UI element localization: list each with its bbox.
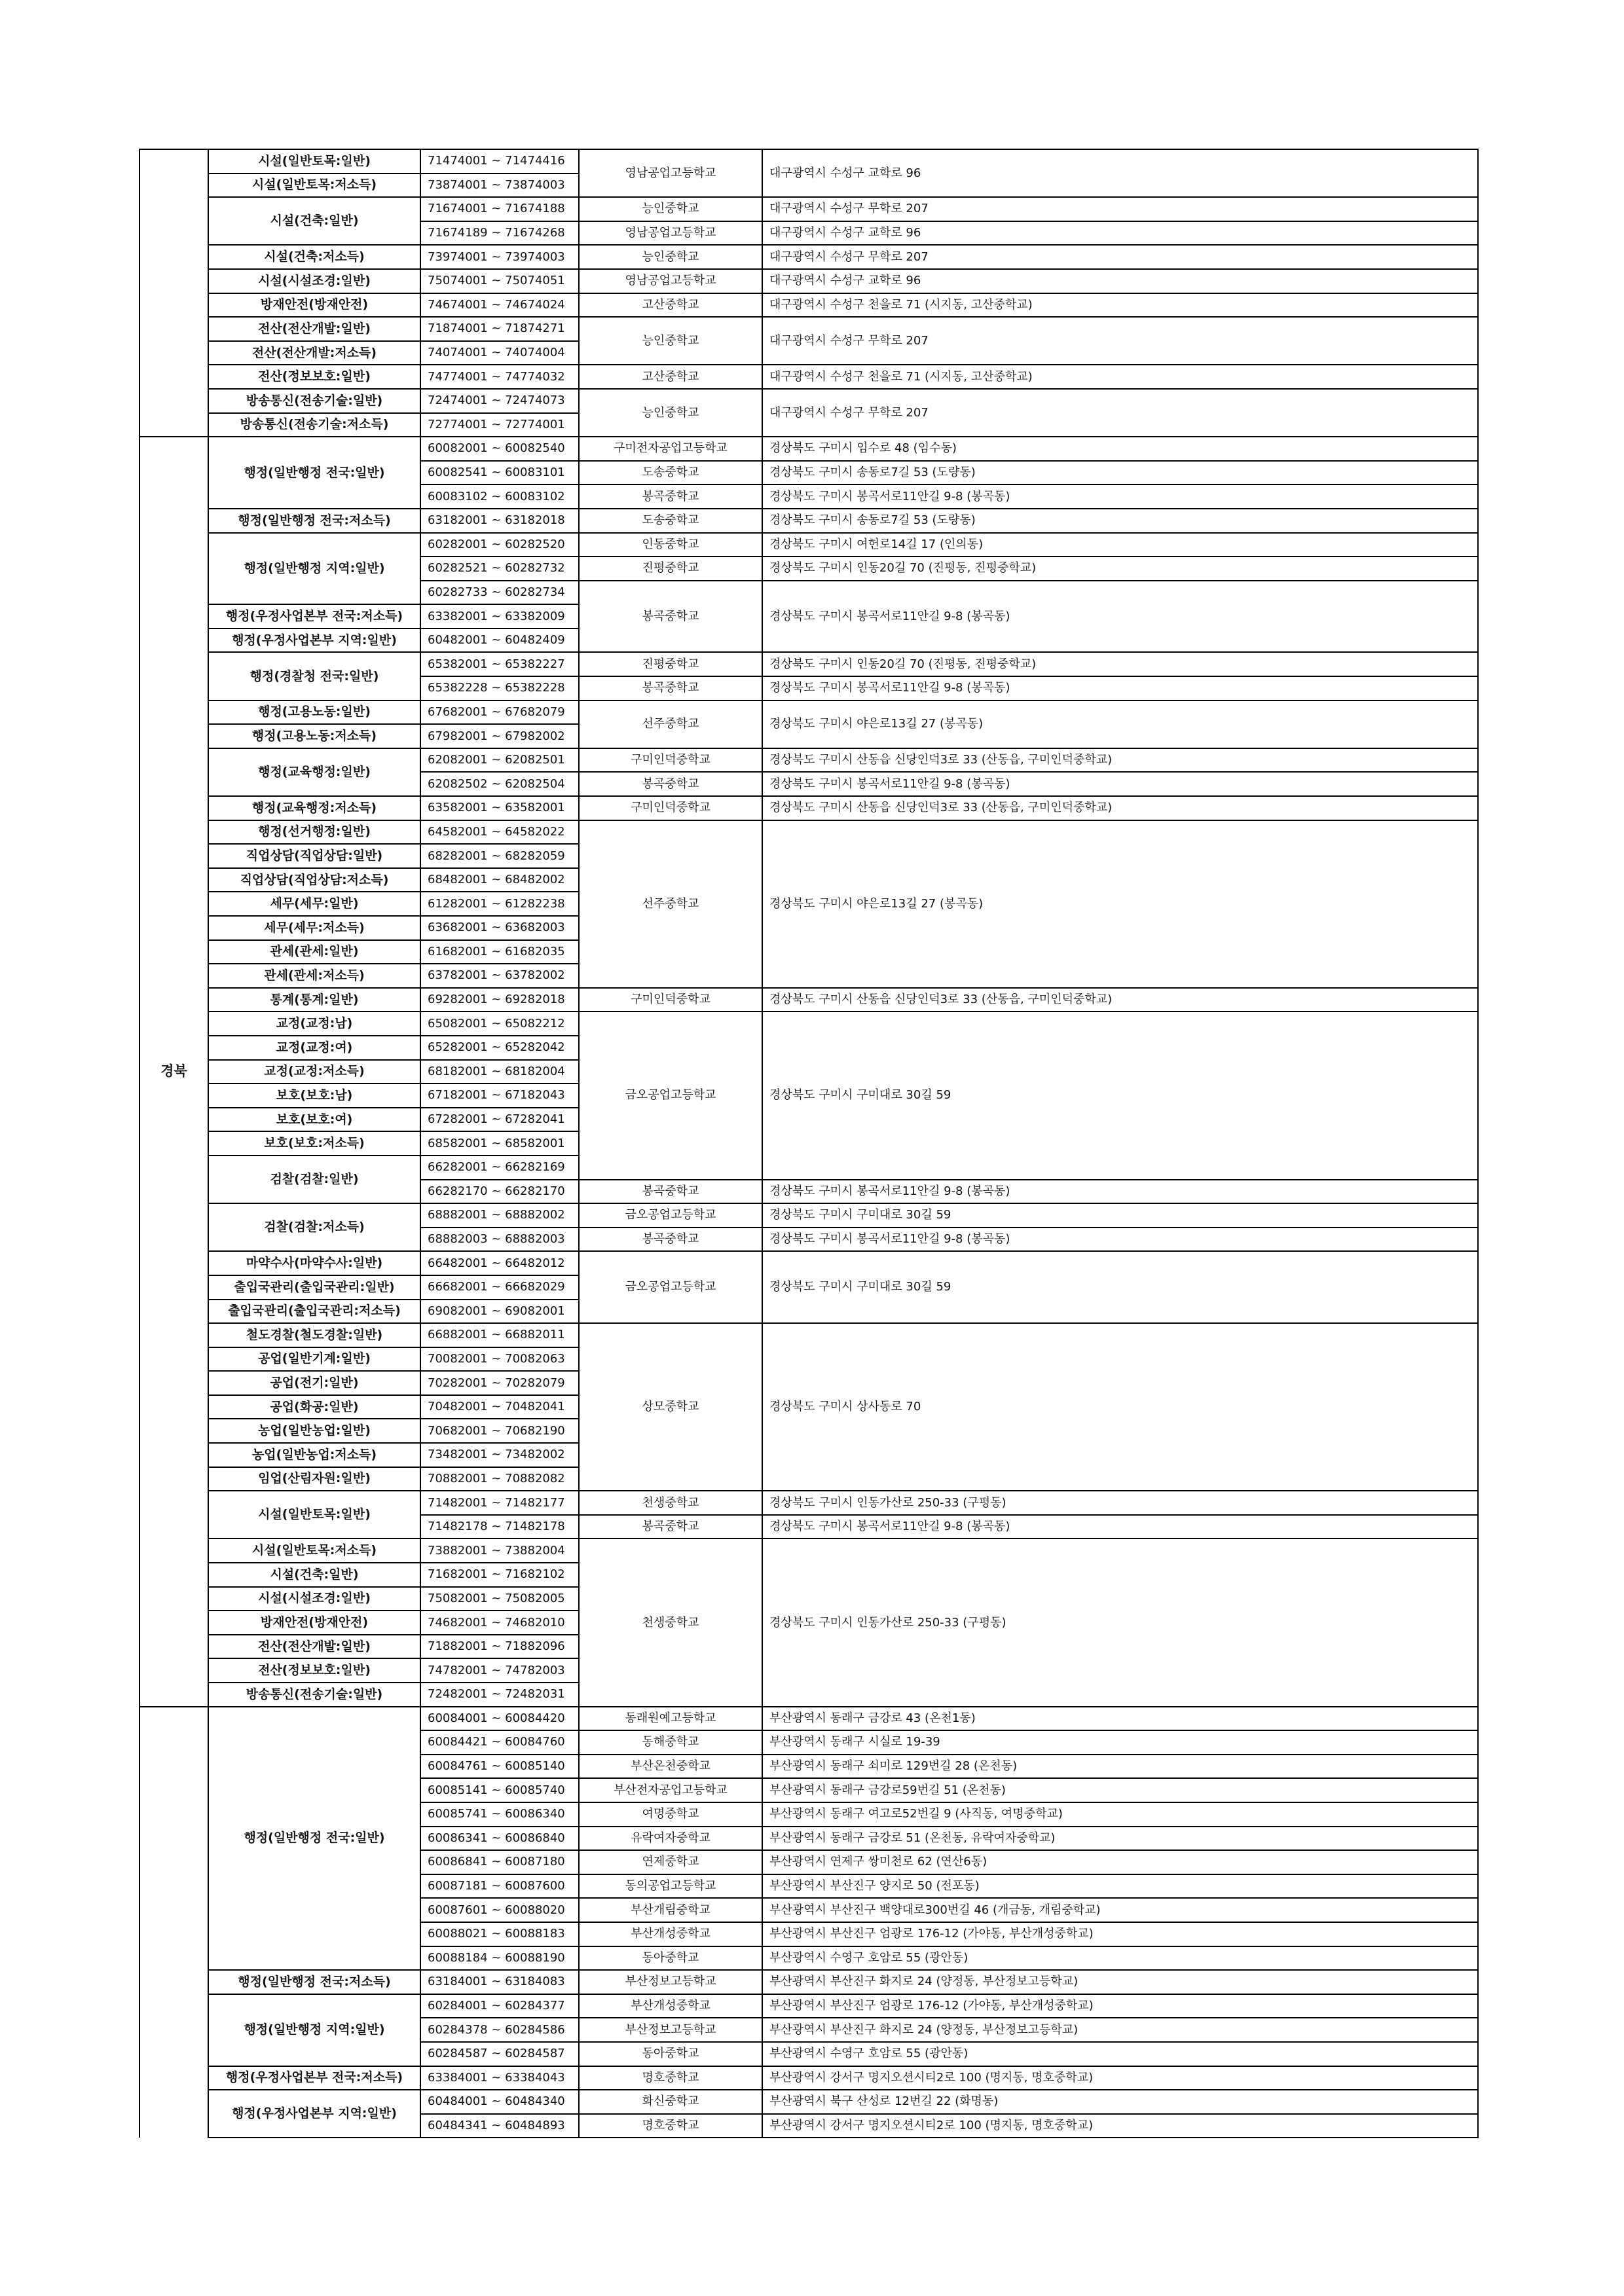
table-row <box>139 197 1478 221</box>
number-range-cell: 68582001 ~ 68582001 <box>420 1131 579 1156</box>
table-row <box>139 1491 1478 1515</box>
school-cell: 봉곡중학교 <box>579 1228 762 1252</box>
category-cell: 행정(선거행정:일반) <box>208 820 420 845</box>
address-cell: 부산광역시 북구 산성로 12번길 22 (화명동) <box>762 2090 1478 2114</box>
number-range-cell: 60086841 ~ 60087180 <box>420 1850 579 1874</box>
school-cell: 고산중학교 <box>579 293 762 318</box>
region-cell <box>139 1707 208 2138</box>
category-cell: 보호(보호:저소득) <box>208 1131 420 1156</box>
number-range-cell: 74782001 ~ 74782003 <box>420 1658 579 1683</box>
number-range-cell: 60282521 ~ 60282732 <box>420 556 579 581</box>
table-row <box>139 1011 1478 1036</box>
table-row <box>139 533 1478 557</box>
table-row <box>139 796 1478 820</box>
number-range-cell: 61682001 ~ 61682035 <box>420 940 579 964</box>
number-range-cell: 60084001 ~ 60084420 <box>420 1707 579 1731</box>
address-cell: 대구광역시 수성구 무학로 207 <box>762 389 1478 437</box>
school-cell: 영남공업고등학교 <box>579 269 762 293</box>
number-range-cell: 65282001 ~ 65282042 <box>420 1036 579 1060</box>
school-cell: 구미인덕중학교 <box>579 988 762 1012</box>
school-cell: 부산온천중학교 <box>579 1755 762 1779</box>
school-cell: 도송중학교 <box>579 461 762 485</box>
category-cell: 시설(시설조경:일반) <box>208 269 420 293</box>
category-cell: 방재안전(방재안전) <box>208 1611 420 1635</box>
category-cell: 공업(일반기계:일반) <box>208 1347 420 1372</box>
address-cell: 경상북도 구미시 인동20길 70 (진평동, 진평중학교) <box>762 652 1478 676</box>
number-range-cell: 70282001 ~ 70282079 <box>420 1371 579 1395</box>
school-cell: 부산전자공업고등학교 <box>579 1778 762 1802</box>
number-range-cell: 60082541 ~ 60083101 <box>420 461 579 485</box>
table-row <box>139 437 1478 461</box>
category-cell: 공업(화공:일반) <box>208 1395 420 1419</box>
number-range-cell: 63182001 ~ 63182018 <box>420 509 579 533</box>
school-cell: 명호중학교 <box>579 2066 762 2090</box>
category-cell: 전산(전산개발:일반) <box>208 1635 420 1659</box>
number-range-cell: 60084421 ~ 60084760 <box>420 1730 579 1755</box>
number-range-cell: 66282170 ~ 66282170 <box>420 1180 579 1204</box>
category-cell: 시설(일반토목:저소득) <box>208 173 420 198</box>
school-cell: 연제중학교 <box>579 1850 762 1874</box>
number-range-cell: 67682001 ~ 67682079 <box>420 701 579 725</box>
number-range-cell: 62082001 ~ 62082501 <box>420 748 579 773</box>
address-cell: 경상북도 구미시 봉곡서로11안길 9-8 (봉곡동) <box>762 581 1478 653</box>
table-row <box>139 509 1478 533</box>
category-cell: 방송통신(전송기술:일반) <box>208 389 420 413</box>
table-row <box>139 1707 1478 1731</box>
school-cell: 유락여자중학교 <box>579 1827 762 1851</box>
school-cell: 선주중학교 <box>579 820 762 988</box>
number-range-cell: 60087601 ~ 60088020 <box>420 1898 579 1922</box>
table-row <box>139 1251 1478 1275</box>
number-range-cell: 68482001 ~ 68482002 <box>420 868 579 892</box>
number-range-cell: 60482001 ~ 60482409 <box>420 629 579 653</box>
address-cell: 부산광역시 부산진구 양지로 50 (전포동) <box>762 1874 1478 1899</box>
table-row <box>139 1970 1478 1994</box>
number-range-cell: 60084761 ~ 60085140 <box>420 1755 579 1779</box>
category-cell: 시설(일반토목:저소득) <box>208 1539 420 1563</box>
category-cell: 검찰(검찰:저소득) <box>208 1203 420 1251</box>
category-cell: 행정(일반행정 전국:일반) <box>208 437 420 509</box>
table-row <box>139 317 1478 341</box>
table-row <box>139 365 1478 389</box>
school-cell: 명호중학교 <box>579 2114 762 2138</box>
category-cell: 행정(일반행정 지역:일반) <box>208 1994 420 2066</box>
number-range-cell: 65082001 ~ 65082212 <box>420 1011 579 1036</box>
table-row <box>139 988 1478 1012</box>
school-cell: 영남공업고등학교 <box>579 221 762 246</box>
school-cell: 인동중학교 <box>579 533 762 557</box>
address-cell: 경상북도 구미시 구미대로 30길 59 <box>762 1011 1478 1179</box>
table-row <box>139 748 1478 773</box>
address-cell: 부산광역시 부산진구 엄광로 176-12 (가야동, 부산개성중학교) <box>762 1994 1478 2018</box>
school-cell: 부산개성중학교 <box>579 1922 762 1946</box>
table-row <box>139 389 1478 413</box>
table-row <box>139 1539 1478 1563</box>
category-cell: 시설(건축:저소득) <box>208 245 420 269</box>
address-cell: 부산광역시 동래구 금강로 51 (온천동, 유락여자중학교) <box>762 1827 1478 1851</box>
address-cell: 부산광역시 동래구 쇠미로 129번길 28 (온천동) <box>762 1755 1478 1779</box>
address-cell: 부산광역시 강서구 명지오션시티2로 100 (명지동, 명호중학교) <box>762 2114 1478 2138</box>
address-cell: 부산광역시 부산진구 백양대로300번길 46 (개금동, 개림중학교) <box>762 1898 1478 1922</box>
category-cell: 행정(우정사업본부 전국:저소득) <box>208 2066 420 2090</box>
category-cell: 시설(시설조경:일반) <box>208 1587 420 1611</box>
number-range-cell: 63184001 ~ 63184083 <box>420 1970 579 1994</box>
school-cell: 봉곡중학교 <box>579 676 762 701</box>
school-cell: 봉곡중학교 <box>579 1515 762 1539</box>
category-cell: 공업(전기:일반) <box>208 1371 420 1395</box>
category-cell: 행정(일반행정 전국:일반) <box>208 1707 420 1971</box>
school-cell: 고산중학교 <box>579 365 762 389</box>
category-cell: 관세(관세:일반) <box>208 940 420 964</box>
address-cell: 경상북도 구미시 봉곡서로11안길 9-8 (봉곡동) <box>762 772 1478 796</box>
number-range-cell: 72774001 ~ 72774001 <box>420 413 579 437</box>
school-cell: 상모중학교 <box>579 1323 762 1491</box>
number-range-cell: 73882001 ~ 73882004 <box>420 1539 579 1563</box>
address-cell: 부산광역시 동래구 금강로 43 (온천1동) <box>762 1707 1478 1731</box>
table-row <box>139 269 1478 293</box>
school-cell: 봉곡중학교 <box>579 581 762 653</box>
address-cell: 경상북도 구미시 봉곡서로11안길 9-8 (봉곡동) <box>762 676 1478 701</box>
school-cell: 동래원예고등학교 <box>579 1707 762 1731</box>
number-range-cell: 69282001 ~ 69282018 <box>420 988 579 1012</box>
address-cell: 경상북도 구미시 구미대로 30길 59 <box>762 1203 1478 1228</box>
school-cell: 구미인덕중학교 <box>579 796 762 820</box>
category-cell: 방송통신(전송기술:저소득) <box>208 413 420 437</box>
number-range-cell: 71882001 ~ 71882096 <box>420 1635 579 1659</box>
number-range-cell: 60086341 ~ 60086840 <box>420 1827 579 1851</box>
school-cell: 여명중학교 <box>579 1802 762 1827</box>
address-cell: 경상북도 구미시 봉곡서로11안길 9-8 (봉곡동) <box>762 484 1478 509</box>
address-cell: 대구광역시 수성구 천을로 71 (시지동, 고산중학교) <box>762 293 1478 318</box>
school-cell: 능인중학교 <box>579 317 762 365</box>
address-cell: 대구광역시 수성구 무학로 207 <box>762 197 1478 221</box>
number-range-cell: 63384001 ~ 63384043 <box>420 2066 579 2090</box>
category-cell: 교정(교정:남) <box>208 1011 420 1036</box>
school-cell: 동아중학교 <box>579 1946 762 1971</box>
number-range-cell: 74774001 ~ 74774032 <box>420 365 579 389</box>
school-cell: 봉곡중학교 <box>579 772 762 796</box>
category-cell: 관세(관세:저소득) <box>208 964 420 988</box>
category-cell: 교정(교정:저소득) <box>208 1060 420 1084</box>
number-range-cell: 61282001 ~ 61282238 <box>420 892 579 916</box>
address-cell: 경상북도 구미시 봉곡서로11안길 9-8 (봉곡동) <box>762 1228 1478 1252</box>
table-row <box>139 1203 1478 1228</box>
number-range-cell: 63582001 ~ 63582001 <box>420 796 579 820</box>
number-range-cell: 67182001 ~ 67182043 <box>420 1084 579 1108</box>
category-cell: 출입국관리(출입국관리:일반) <box>208 1275 420 1300</box>
category-cell: 농업(일반농업:일반) <box>208 1419 420 1443</box>
category-cell: 행정(고용노동:일반) <box>208 701 420 725</box>
number-range-cell: 70482001 ~ 70482041 <box>420 1395 579 1419</box>
school-cell: 영남공업고등학교 <box>579 149 762 197</box>
address-cell: 부산광역시 부산진구 화지로 24 (양정동, 부산정보고등학교) <box>762 1970 1478 1994</box>
school-cell: 선주중학교 <box>579 701 762 748</box>
category-cell: 행정(우정사업본부 전국:저소득) <box>208 604 420 629</box>
number-range-cell: 75082001 ~ 75082005 <box>420 1587 579 1611</box>
category-cell: 시설(일반토목:일반) <box>208 1491 420 1539</box>
school-cell: 부산정보고등학교 <box>579 2018 762 2042</box>
table-row <box>139 1994 1478 2018</box>
address-cell: 부산광역시 강서구 명지오션시티2로 100 (명지동, 명호중학교) <box>762 2066 1478 2090</box>
category-cell: 보호(보호:여) <box>208 1108 420 1132</box>
address-cell: 대구광역시 수성구 교학로 96 <box>762 149 1478 197</box>
address-cell: 부산광역시 수영구 호암로 55 (광안동) <box>762 2042 1478 2066</box>
school-cell: 금오공업고등학교 <box>579 1251 762 1323</box>
category-cell: 행정(우정사업본부 지역:일반) <box>208 2090 420 2138</box>
number-range-cell: 60087181 ~ 60087600 <box>420 1874 579 1899</box>
address-cell: 부산광역시 수영구 호암로 55 (광안동) <box>762 1946 1478 1971</box>
number-range-cell: 71482001 ~ 71482177 <box>420 1491 579 1515</box>
address-cell: 경상북도 구미시 산동읍 신당인덕3로 33 (산동읍, 구미인덕중학교) <box>762 748 1478 773</box>
number-range-cell: 72474001 ~ 72474073 <box>420 389 579 413</box>
address-cell: 경상북도 구미시 인동20길 70 (진평동, 진평중학교) <box>762 556 1478 581</box>
address-cell: 경상북도 구미시 구미대로 30길 59 <box>762 1251 1478 1323</box>
category-cell: 통계(통계:일반) <box>208 988 420 1012</box>
category-cell: 농업(일반농업:저소득) <box>208 1443 420 1467</box>
category-cell: 전산(정보보호:일반) <box>208 1658 420 1683</box>
number-range-cell: 67982001 ~ 67982002 <box>420 724 579 748</box>
school-cell: 도송중학교 <box>579 509 762 533</box>
category-cell: 직업상담(직업상담:일반) <box>208 844 420 868</box>
number-range-cell: 60085741 ~ 60086340 <box>420 1802 579 1827</box>
exam-room-table-body <box>139 149 1478 2138</box>
category-cell: 행정(교육행정:저소득) <box>208 796 420 820</box>
number-range-cell: 64582001 ~ 64582022 <box>420 820 579 845</box>
number-range-cell: 65382001 ~ 65382227 <box>420 652 579 676</box>
number-range-cell: 60284587 ~ 60284587 <box>420 2042 579 2066</box>
category-cell: 방송통신(전송기술:일반) <box>208 1683 420 1707</box>
number-range-cell: 60284378 ~ 60284586 <box>420 2018 579 2042</box>
number-range-cell: 66482001 ~ 66482012 <box>420 1251 579 1275</box>
category-cell: 마약수사(마약수사:일반) <box>208 1251 420 1275</box>
school-cell: 천생중학교 <box>579 1491 762 1515</box>
number-range-cell: 68182001 ~ 68182004 <box>420 1060 579 1084</box>
number-range-cell: 66882001 ~ 66882011 <box>420 1323 579 1347</box>
address-cell: 부산광역시 부산진구 엄광로 176-12 (가야동, 부산개성중학교) <box>762 1922 1478 1946</box>
number-range-cell: 63682001 ~ 63682003 <box>420 916 579 940</box>
address-cell: 대구광역시 수성구 무학로 207 <box>762 317 1478 365</box>
number-range-cell: 60282001 ~ 60282520 <box>420 533 579 557</box>
school-cell: 진평중학교 <box>579 556 762 581</box>
school-cell: 구미전자공업고등학교 <box>579 437 762 461</box>
school-cell: 동의공업고등학교 <box>579 1874 762 1899</box>
category-cell: 행정(경찰청 전국:일반) <box>208 652 420 700</box>
address-cell: 부산광역시 연제구 쌍미천로 62 (연산6동) <box>762 1850 1478 1874</box>
address-cell: 경상북도 구미시 송동로7길 53 (도량동) <box>762 509 1478 533</box>
category-cell: 행정(교육행정:일반) <box>208 748 420 796</box>
category-cell: 행정(우정사업본부 지역:일반) <box>208 629 420 653</box>
table-row <box>139 149 1478 173</box>
number-range-cell: 71674189 ~ 71674268 <box>420 221 579 246</box>
school-cell: 천생중학교 <box>579 1539 762 1706</box>
category-cell: 방재안전(방재안전) <box>208 293 420 318</box>
table-row <box>139 820 1478 845</box>
category-cell: 행정(일반행정 지역:일반) <box>208 533 420 605</box>
number-range-cell: 72482001 ~ 72482031 <box>420 1683 579 1707</box>
address-cell: 경상북도 구미시 여헌로14길 17 (인의동) <box>762 533 1478 557</box>
number-range-cell: 60484001 ~ 60484340 <box>420 2090 579 2114</box>
address-cell: 경상북도 구미시 봉곡서로11안길 9-8 (봉곡동) <box>762 1180 1478 1204</box>
category-cell: 직업상담(직업상담:저소득) <box>208 868 420 892</box>
number-range-cell: 60085141 ~ 60085740 <box>420 1778 579 1802</box>
address-cell: 경상북도 구미시 봉곡서로11안길 9-8 (봉곡동) <box>762 1515 1478 1539</box>
category-cell: 행정(일반행정 전국:저소득) <box>208 1970 420 1994</box>
table-row <box>139 652 1478 676</box>
school-cell: 봉곡중학교 <box>579 1180 762 1204</box>
address-cell: 경상북도 구미시 야은로13길 27 (봉곡동) <box>762 820 1478 988</box>
number-range-cell: 67282001 ~ 67282041 <box>420 1108 579 1132</box>
number-range-cell: 73974001 ~ 73974003 <box>420 245 579 269</box>
number-range-cell: 63382001 ~ 63382009 <box>420 604 579 629</box>
address-cell: 대구광역시 수성구 무학로 207 <box>762 245 1478 269</box>
school-cell: 부산정보고등학교 <box>579 1970 762 1994</box>
category-cell: 전산(전산개발:일반) <box>208 317 420 341</box>
school-cell: 능인중학교 <box>579 197 762 221</box>
address-cell: 경상북도 구미시 인동가산로 250-33 (구평동) <box>762 1539 1478 1706</box>
school-cell: 부산개림중학교 <box>579 1898 762 1922</box>
number-range-cell: 66682001 ~ 66682029 <box>420 1275 579 1300</box>
address-cell: 경상북도 구미시 산동읍 신당인덕3로 33 (산동읍, 구미인덕중학교) <box>762 796 1478 820</box>
number-range-cell: 68882001 ~ 68882002 <box>420 1203 579 1228</box>
number-range-cell: 74074001 ~ 74074004 <box>420 341 579 365</box>
number-range-cell: 60484341 ~ 60484893 <box>420 2114 579 2138</box>
category-cell: 전산(정보보호:일반) <box>208 365 420 389</box>
number-range-cell: 74682001 ~ 74682010 <box>420 1611 579 1635</box>
address-cell: 경상북도 구미시 송동로7길 53 (도량동) <box>762 461 1478 485</box>
number-range-cell: 70082001 ~ 70082063 <box>420 1347 579 1372</box>
category-cell: 행정(일반행정 전국:저소득) <box>208 509 420 533</box>
number-range-cell: 60284001 ~ 60284377 <box>420 1994 579 2018</box>
number-range-cell: 60088021 ~ 60088183 <box>420 1922 579 1946</box>
category-cell: 시설(건축:일반) <box>208 1563 420 1587</box>
number-range-cell: 75074001 ~ 75074051 <box>420 269 579 293</box>
number-range-cell: 73482001 ~ 73482002 <box>420 1443 579 1467</box>
school-cell: 금오공업고등학교 <box>579 1203 762 1228</box>
number-range-cell: 68882003 ~ 68882003 <box>420 1228 579 1252</box>
category-cell: 검찰(검찰:일반) <box>208 1156 420 1203</box>
number-range-cell: 71674001 ~ 71674188 <box>420 197 579 221</box>
address-cell: 경상북도 구미시 인동가산로 250-33 (구평동) <box>762 1491 1478 1515</box>
address-cell: 대구광역시 수성구 교학로 96 <box>762 221 1478 246</box>
category-cell: 세무(세무:일반) <box>208 892 420 916</box>
school-cell: 부산개성중학교 <box>579 1994 762 2018</box>
category-cell: 세무(세무:저소득) <box>208 916 420 940</box>
category-cell: 임업(산림자원:일반) <box>208 1467 420 1491</box>
school-cell: 구미인덕중학교 <box>579 748 762 773</box>
number-range-cell: 66282001 ~ 66282169 <box>420 1156 579 1180</box>
category-cell: 교정(교정:여) <box>208 1036 420 1060</box>
category-cell: 철도경찰(철도경찰:일반) <box>208 1323 420 1347</box>
number-range-cell: 70682001 ~ 70682190 <box>420 1419 579 1443</box>
address-cell: 대구광역시 수성구 교학로 96 <box>762 269 1478 293</box>
category-cell: 행정(고용노동:저소득) <box>208 724 420 748</box>
school-cell: 봉곡중학교 <box>579 484 762 509</box>
address-cell: 대구광역시 수성구 천을로 71 (시지동, 고산중학교) <box>762 365 1478 389</box>
address-cell: 부산광역시 동래구 시실로 19-39 <box>762 1730 1478 1755</box>
region-cell <box>139 149 208 437</box>
number-range-cell: 60088184 ~ 60088190 <box>420 1946 579 1971</box>
table-row <box>139 2090 1478 2114</box>
exam-room-table <box>139 149 1479 2138</box>
address-cell: 경상북도 구미시 야은로13길 27 (봉곡동) <box>762 701 1478 748</box>
table-row <box>139 1323 1478 1347</box>
address-cell: 경상북도 구미시 상사동로 70 <box>762 1323 1478 1491</box>
number-range-cell: 65382228 ~ 65382228 <box>420 676 579 701</box>
school-cell: 동아중학교 <box>579 2042 762 2066</box>
table-row <box>139 701 1478 725</box>
number-range-cell: 63782001 ~ 63782002 <box>420 964 579 988</box>
number-range-cell: 74674001 ~ 74674024 <box>420 293 579 318</box>
number-range-cell: 73874001 ~ 73874003 <box>420 173 579 198</box>
address-cell: 부산광역시 동래구 여고로52번길 9 (사직동, 여명중학교) <box>762 1802 1478 1827</box>
address-cell: 부산광역시 동래구 금강로59번길 51 (온천동) <box>762 1778 1478 1802</box>
number-range-cell: 62082502 ~ 62082504 <box>420 772 579 796</box>
school-cell: 동해중학교 <box>579 1730 762 1755</box>
number-range-cell: 71682001 ~ 71682102 <box>420 1563 579 1587</box>
school-cell: 능인중학교 <box>579 245 762 269</box>
table-row <box>139 293 1478 318</box>
number-range-cell: 60282733 ~ 60282734 <box>420 581 579 605</box>
number-range-cell: 60083102 ~ 60083102 <box>420 484 579 509</box>
number-range-cell: 69082001 ~ 69082001 <box>420 1300 579 1324</box>
region-cell: 경북 <box>139 437 208 1706</box>
table-row <box>139 2066 1478 2090</box>
number-range-cell: 60082001 ~ 60082540 <box>420 437 579 461</box>
school-cell: 진평중학교 <box>579 652 762 676</box>
table-row <box>139 245 1478 269</box>
category-cell: 보호(보호:남) <box>208 1084 420 1108</box>
number-range-cell: 70882001 ~ 70882082 <box>420 1467 579 1491</box>
address-cell: 경상북도 구미시 임수로 48 (임수동) <box>762 437 1478 461</box>
number-range-cell: 71874001 ~ 71874271 <box>420 317 579 341</box>
category-cell: 출입국관리(출입국관리:저소득) <box>208 1300 420 1324</box>
address-cell: 경상북도 구미시 산동읍 신당인덕3로 33 (산동읍, 구미인덕중학교) <box>762 988 1478 1012</box>
school-cell: 화신중학교 <box>579 2090 762 2114</box>
school-cell: 금오공업고등학교 <box>579 1011 762 1179</box>
number-range-cell: 71474001 ~ 71474416 <box>420 149 579 173</box>
number-range-cell: 68282001 ~ 68282059 <box>420 844 579 868</box>
category-cell: 시설(일반토목:일반) <box>208 149 420 173</box>
school-cell: 능인중학교 <box>579 389 762 437</box>
category-cell: 전산(전산개발:저소득) <box>208 341 420 365</box>
number-range-cell: 71482178 ~ 71482178 <box>420 1515 579 1539</box>
category-cell: 시설(건축:일반) <box>208 197 420 245</box>
address-cell: 부산광역시 부산진구 화지로 24 (양정동, 부산정보고등학교) <box>762 2018 1478 2042</box>
